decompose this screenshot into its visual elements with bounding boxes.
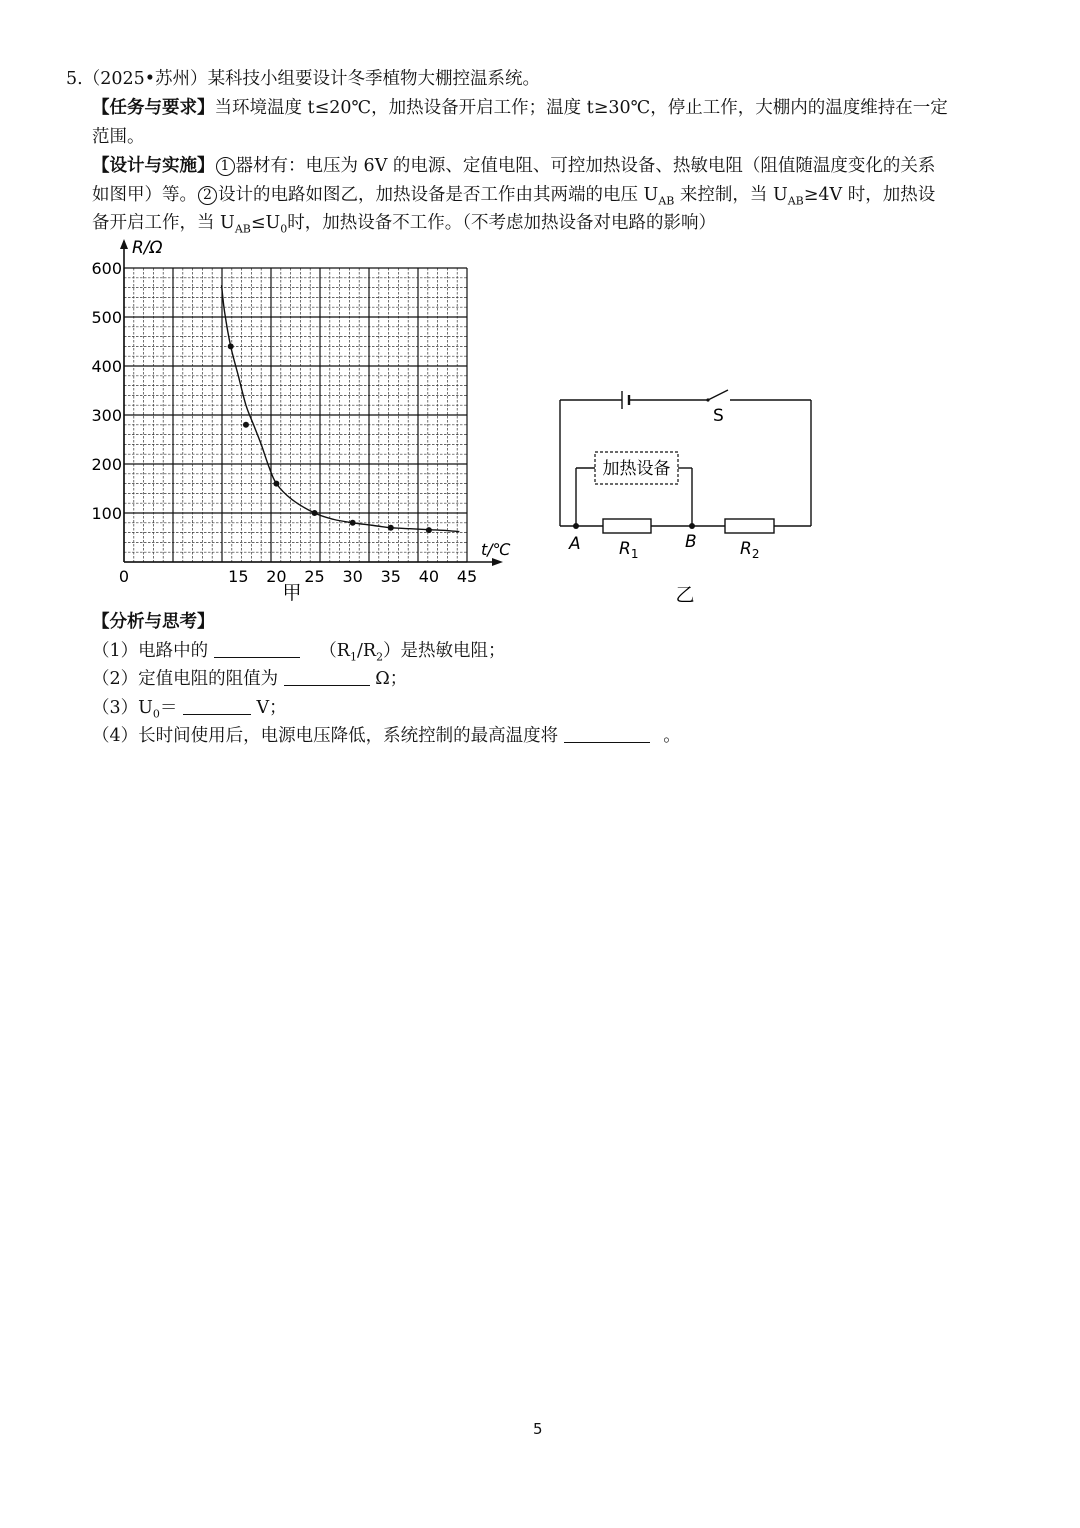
data-point — [243, 422, 249, 428]
chart-caption: 甲 — [282, 582, 302, 604]
q1-slash: /R — [356, 641, 377, 661]
task-text-2: 范围。 — [92, 127, 145, 147]
data-point — [228, 343, 234, 349]
heater-label: 加热设备 — [602, 459, 671, 479]
design-text-2c: 来控制，当 U — [674, 185, 788, 205]
q2-suffix: Ω； — [375, 669, 408, 689]
y-tick-label: 100 — [91, 504, 122, 523]
design-text-2d: ≥4V 时，加热设 — [803, 185, 936, 205]
design-tag: 【设计与实施】 — [92, 156, 215, 176]
data-point — [350, 520, 356, 526]
page-number: 5 — [533, 1420, 543, 1438]
x-tick-label: 25 — [304, 567, 325, 586]
design-text-3c: 时，加热设备不工作。（不考虑加热设备对电路的影响） — [287, 213, 717, 233]
resistor-r2 — [725, 519, 774, 533]
x-axis-arrow-icon — [492, 558, 503, 566]
x-tick-label: 15 — [228, 567, 249, 586]
design-text-3a: 备开启工作，当 U — [92, 213, 235, 233]
node-b-label: B — [685, 532, 697, 552]
y-tick-label: 300 — [91, 406, 122, 425]
resistor-r1 — [603, 519, 651, 533]
data-point — [273, 481, 279, 487]
question-stem: 某科技小组要设计冬季植物大棚控温系统。 — [207, 69, 541, 89]
subscript-2: 2 — [376, 650, 384, 664]
subscript-ab: AB — [234, 222, 251, 236]
task-line-1 — [92, 97, 948, 119]
question-number: 5. — [66, 69, 83, 89]
question-1 — [92, 640, 506, 669]
y-tick-label: 600 — [91, 259, 122, 278]
resistance-curve — [222, 285, 460, 531]
q1-suffix: （R — [319, 641, 350, 661]
q1-suffix-b: ）是热敏电阻； — [383, 641, 506, 661]
task-line-2 — [92, 126, 145, 148]
x-tick-label: 45 — [456, 567, 478, 586]
q4-text: （4）长时间使用后，电源电压降低，系统控制的最高温度将 — [92, 726, 559, 746]
subscript-ab: AB — [658, 194, 675, 208]
x-tick-label: 0 — [118, 567, 130, 586]
y-tick-label: 200 — [91, 455, 122, 474]
subscript-0: 0 — [280, 222, 288, 236]
resistance-temperature-chart — [80, 235, 520, 610]
analysis-tag-line — [92, 611, 215, 633]
data-point — [388, 525, 394, 531]
r1-label: $R_1$ — [619, 539, 639, 561]
task-tag: 【任务与要求】 — [92, 98, 215, 118]
question-header — [66, 68, 540, 90]
q1-answer-blank[interactable] — [214, 641, 300, 658]
question-2 — [92, 668, 407, 690]
switch-label: S — [713, 406, 724, 426]
subscript-1: 1 — [349, 650, 357, 664]
y-tick-label: 400 — [91, 357, 122, 376]
circuit-diagram — [545, 380, 830, 610]
question-3 — [92, 697, 287, 726]
question-4 — [92, 725, 681, 747]
circled-number-2: 2 — [198, 186, 217, 205]
battery-icon — [622, 391, 629, 409]
q3-equals: ＝ — [159, 698, 178, 718]
q3-subscript: 0 — [152, 707, 160, 721]
x-tick-label: 40 — [418, 567, 440, 586]
q3-text: （3）U — [92, 698, 153, 718]
subscript-ab: AB — [787, 194, 804, 208]
task-text: 当环境温度 t≤20℃，加热设备开启工作；温度 t≥30℃，停止工作，大棚内的温度维持在一定 — [214, 98, 948, 118]
q4-suffix: 。 — [663, 726, 681, 746]
q4-answer-blank[interactable] — [564, 726, 650, 743]
circled-number-1: 1 — [216, 157, 235, 176]
y-tick-label: 500 — [91, 308, 122, 327]
switch-icon — [706, 390, 728, 402]
data-point — [426, 527, 432, 533]
analysis-tag: 【分析与思考】 — [92, 612, 215, 632]
r2-label: $R_2$ — [740, 539, 760, 561]
x-tick-label: 30 — [342, 567, 363, 586]
node-b-dot — [689, 523, 695, 529]
q1-text: （1）电路中的 — [92, 641, 209, 661]
design-text-2a: 如图甲）等。 — [92, 185, 197, 205]
x-axis-label: t/℃ — [481, 540, 511, 559]
design-line-2 — [92, 184, 935, 213]
node-a-dot — [573, 523, 579, 529]
q3-suffix: V； — [256, 698, 287, 718]
y-axis-label: R/Ω — [132, 238, 163, 258]
x-tick-label: 35 — [380, 567, 401, 586]
x-tick-label: 20 — [266, 567, 287, 586]
q3-answer-blank[interactable] — [183, 698, 251, 715]
node-a-label: A — [569, 534, 581, 554]
design-text-1: 器材有：电压为 6V 的电源、定值电阻、可控加热设备、热敏电阻（阻值随温度变化的关系 — [235, 156, 936, 176]
q2-text: （2）定值电阻的阻值为 — [92, 669, 279, 689]
design-text-3b: ≤U — [250, 213, 281, 233]
design-line-1 — [92, 155, 935, 177]
data-point — [312, 510, 318, 516]
design-text-2b: 设计的电路如图乙，加热设备是否工作由其两端的电压 U — [218, 185, 659, 205]
y-axis-arrow-icon — [120, 239, 128, 249]
q2-answer-blank[interactable] — [284, 669, 370, 686]
circuit-caption: 乙 — [675, 584, 695, 606]
question-source: （2025•苏州） — [82, 69, 208, 89]
